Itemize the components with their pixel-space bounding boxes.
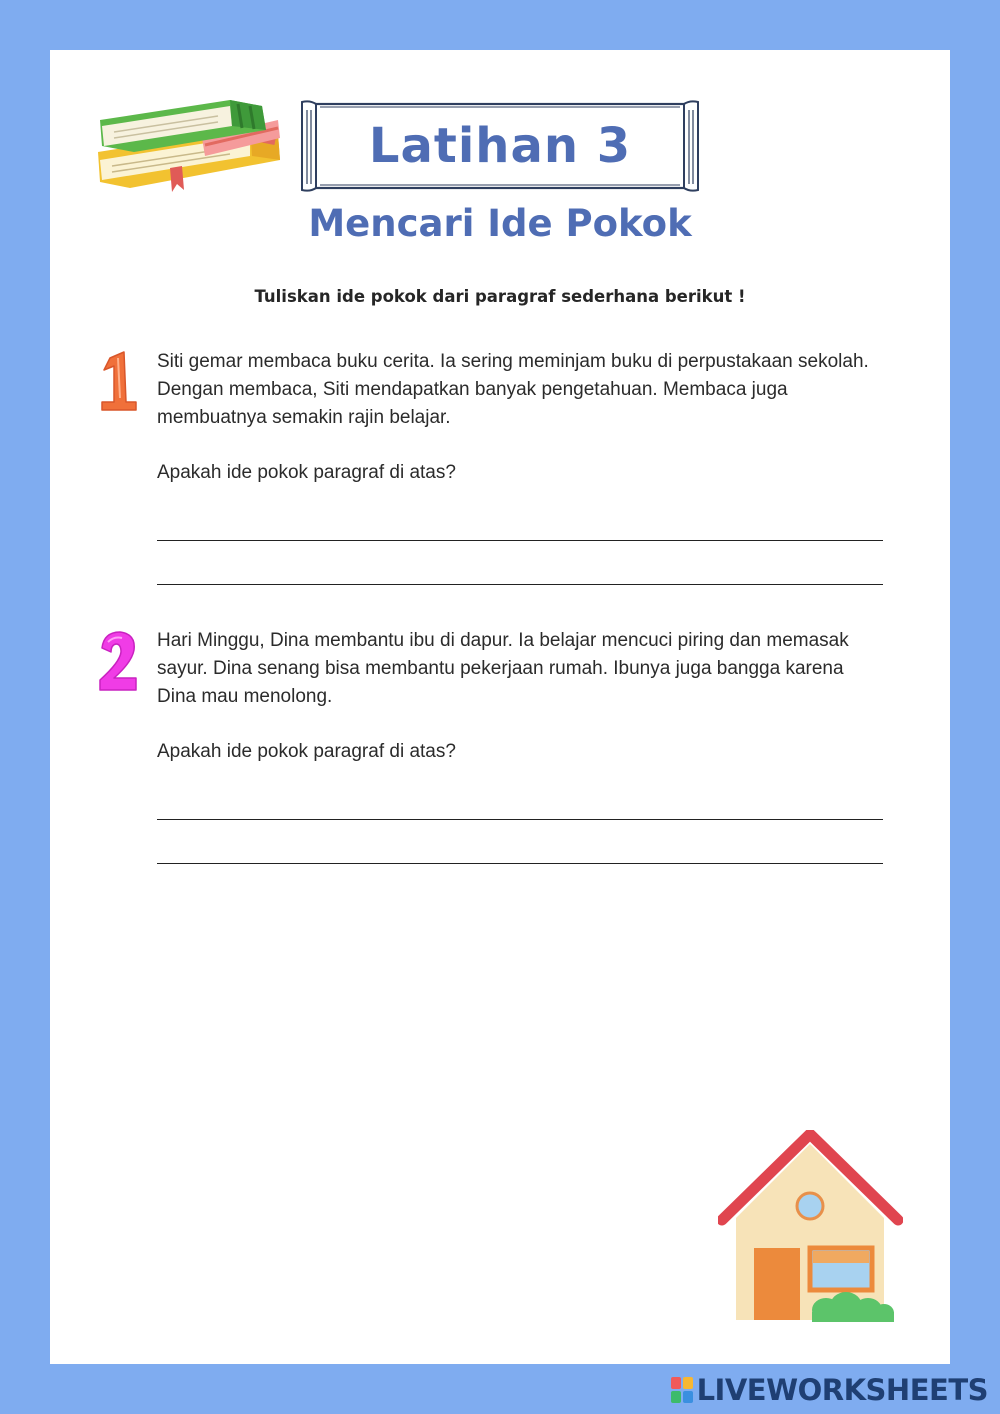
question-1 — [157, 348, 887, 585]
books-icon — [90, 90, 285, 195]
house-icon — [718, 1130, 903, 1330]
title-banner — [300, 98, 700, 194]
number-two-icon — [96, 630, 140, 694]
question-1-answer-line-1[interactable] — [157, 521, 883, 541]
page-title: Latihan 3 — [368, 118, 632, 174]
brand-text: LIVEWORKSHEETS — [696, 1373, 988, 1407]
liveworksheets-logo-icon — [671, 1377, 693, 1403]
question-1-paragraph: Siti gemar membaca buku cerita. Ia sering meminjam buku di perpustakaan sekolah. Dengan membaca, Siti mendapatkan banyak pengetahuan. Membaca juga membuatnya semakin rajin belajar. — [157, 351, 869, 428]
question-2-prompt: Apakah ide pokok paragraf di atas? — [157, 741, 456, 762]
question-2-answer-line-2[interactable] — [157, 844, 883, 864]
instruction-text: Tuliskan ide pokok dari paragraf sederhana berikut ! — [254, 287, 746, 306]
worksheet-page — [50, 50, 950, 1364]
number-one-icon — [96, 350, 140, 414]
liveworksheets-brand — [671, 1372, 988, 1408]
question-2-paragraph: Hari Minggu, Dina membantu ibu di dapur. Ia belajar mencuci piring dan memasak sayur. Dina senang bisa membantu pekerjaan rumah. Ibunya juga bangga karena Dina mau menolong. — [157, 630, 849, 707]
question-1-prompt: Apakah ide pokok paragraf di atas? — [157, 462, 456, 483]
page-subtitle: Mencari Ide Pokok — [308, 202, 692, 245]
question-1-answer-line-2[interactable] — [157, 565, 883, 585]
question-2-answer-line-1[interactable] — [157, 800, 883, 820]
question-2 — [157, 627, 887, 864]
